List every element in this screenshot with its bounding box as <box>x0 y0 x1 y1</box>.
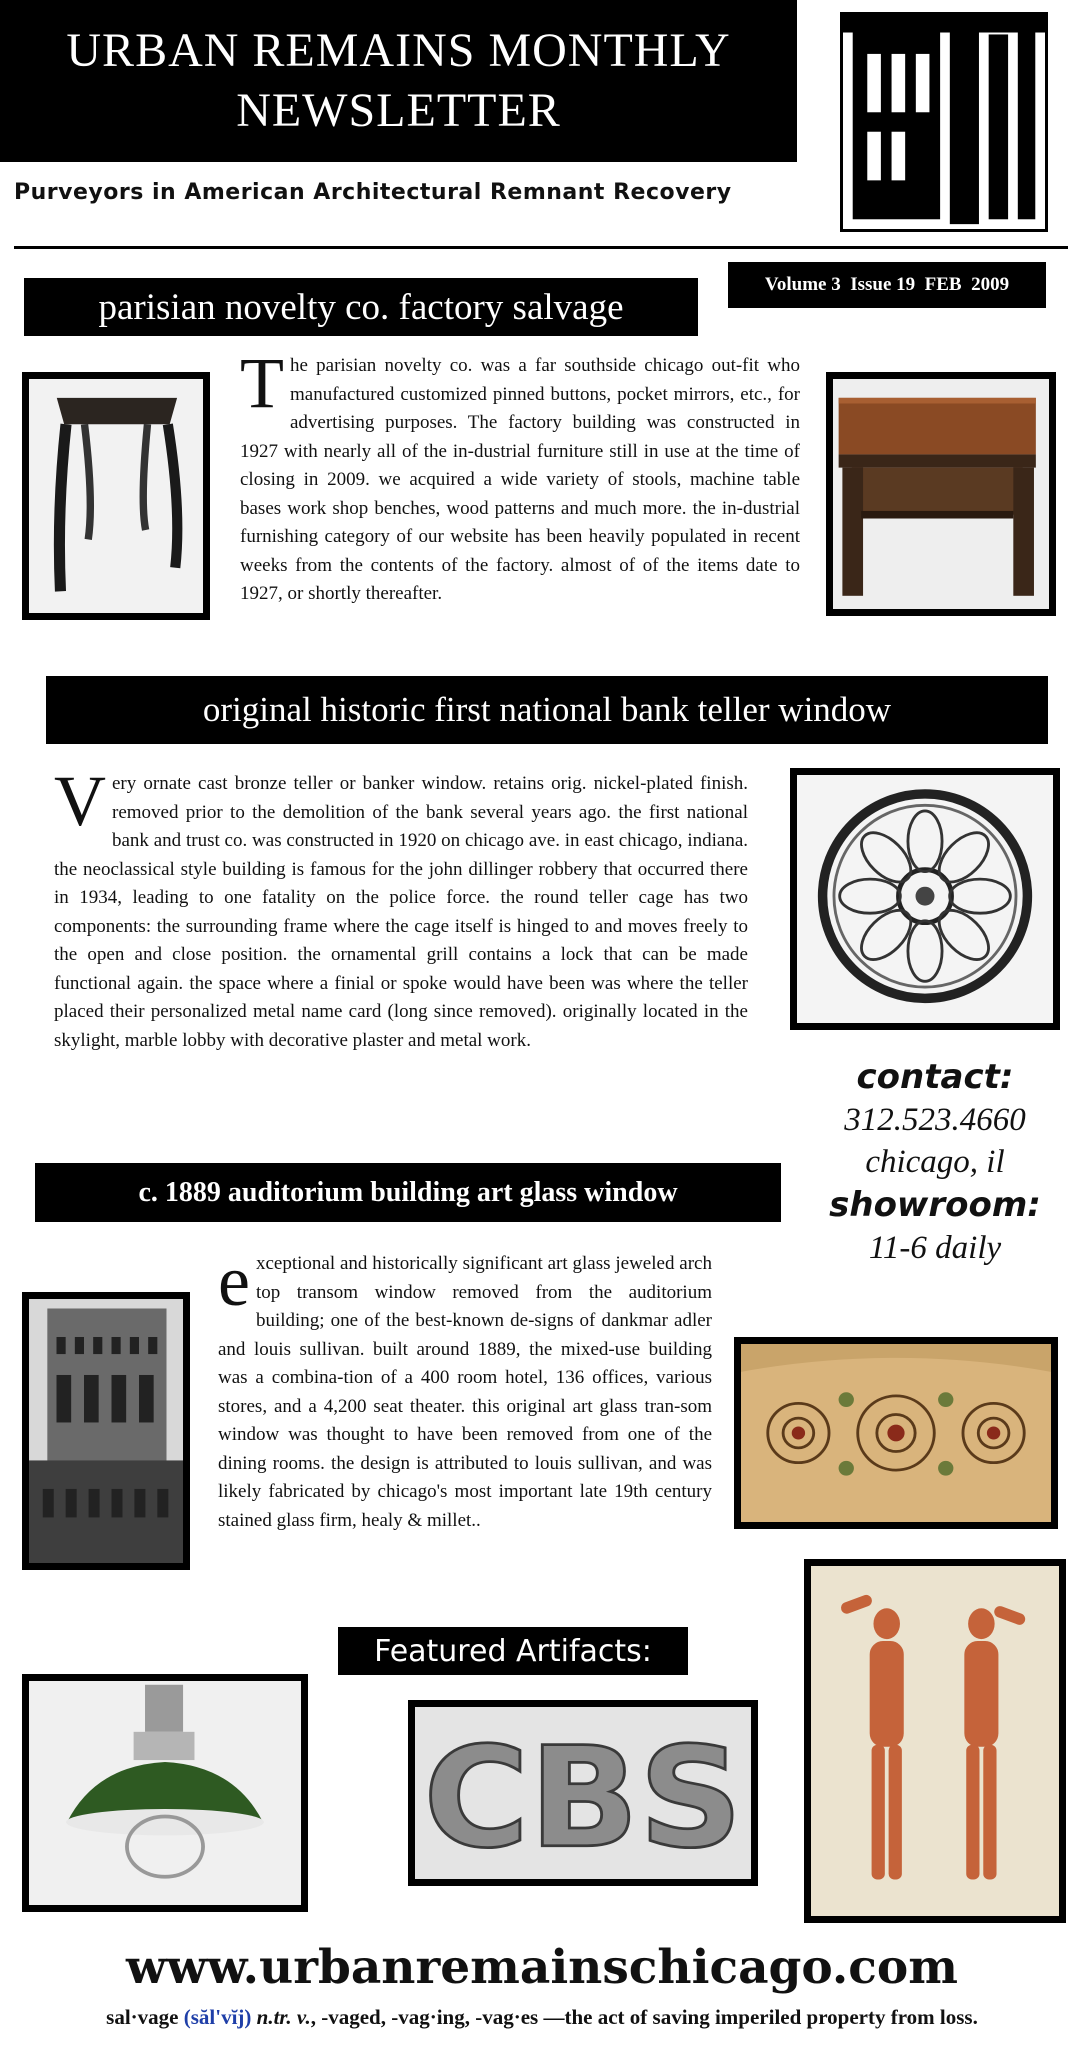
contact-label: contact: <box>856 1057 1014 1097</box>
article1-heading: parisian novelty co. factory salvage <box>24 278 698 336</box>
definition-part-of-speech: n.tr. v. <box>256 2005 311 2029</box>
article3-dropcap: e <box>218 1241 250 1321</box>
article2-heading: original historic first national bank teller window <box>46 676 1048 744</box>
salvage-definition <box>0 2005 1084 2030</box>
issue-label: Volume 3 Issue 19 FEB 2009 <box>728 262 1046 308</box>
website-url[interactable]: www.urbanremainschicago.com <box>126 1940 958 1995</box>
header-divider <box>14 246 1068 249</box>
cbs-letters-image <box>408 1700 758 1886</box>
article3-text: xceptional and historically significant art glass jeweled arch top transom window removed from the auditorium building; one of the best-known de-signs of dankmar adler and louis sullivan. built around 1889, the mixed-use building was a combina-tion of a 400 room hotel, 136 offices, various stores, and a 4,200 seat theater. this original art glass tran-som window was thought to have been removed from one of the dining rooms. the design is attributed to louis sullivan, and was likely fabricated by chicago's most important late 19th century stained glass firm, healy & millet.. <box>218 1253 712 1531</box>
article3-heading: c. 1889 auditorium building art glass window <box>35 1163 781 1222</box>
article1-text: he parisian novelty co. was a far southside chicago out-fit who manufactured customized pinned buttons, pocket mirrors, etc., for advertising purposes. The factory building was constructed in 1927 with nearly all of the in-dustrial furniture still in use at the time of closing in 2009. we acquired a wide variety of stools, machine table bases work shop benches, wood patterns and much more. the in-dustrial furnishing category of our website has been heavily populated in recent weeks from the contents of the factory. almost of of the items date to 1927, or shortly thereafter. <box>240 355 800 604</box>
teller-window-image <box>790 768 1060 1030</box>
building-logo-image <box>840 12 1048 232</box>
newsletter-title <box>0 0 797 162</box>
industrial-lamp-image <box>22 1674 308 1912</box>
tagline: Purveyors in American Architectural Remnant Recovery <box>14 180 732 205</box>
showroom-hours: 11-6 daily <box>868 1230 1002 1266</box>
contact-phone: 312.523.4660 <box>844 1102 1026 1138</box>
workbench-image <box>826 372 1056 616</box>
auditorium-building-image <box>22 1292 190 1570</box>
title-line-1: URBAN REMAINS MONTHLY <box>66 24 731 77</box>
article2-text: ery ornate cast bronze teller or banker window. retains orig. nickel-plated finish. removed prior to the demolition of the bank several years ago. the first national bank and trust co. was constructed in 1920 on chicago ave. in east chicago, indiana. the neoclassical style building is famous for the john dillinger robbery that occurred there in 1934, leading to one fatality on the police force. the round teller cage has two components: the surrounding frame where the cage itself is hinged to and moves freely to the open and close position. the ornamental grill contains a lock that can be made functional again. the space where a finial or spoke would have been was where the teller placed their personalized metal name card (long since removed). originally located in the skylight, marble lobby with decorative plaster and metal work. <box>54 773 748 1051</box>
article1-body <box>240 343 800 609</box>
title-line-2: NEWSLETTER <box>236 84 561 137</box>
contact-city: chicago, il <box>865 1144 1005 1180</box>
article2-body <box>54 761 748 1055</box>
showroom-label: showroom: <box>829 1185 1041 1225</box>
definition-pronunciation: (săl'vĭj) <box>183 2005 252 2029</box>
featured-heading: Featured Artifacts: <box>338 1627 688 1675</box>
article1-dropcap: T <box>240 343 284 423</box>
cbs-letters-text: CBS <box>423 1718 743 1879</box>
definition-rest: , -vaged, -vag·ing, -vag·es —the act of saving imperiled property from loss. <box>310 2005 978 2029</box>
definition-word: sal·vage <box>106 2005 179 2029</box>
art-glass-window-image <box>734 1337 1058 1529</box>
article2-dropcap: V <box>54 761 106 841</box>
article3-body <box>218 1241 712 1535</box>
anatomical-chart-image <box>804 1559 1066 1923</box>
contact-block <box>800 1055 1070 1269</box>
stool-image <box>22 372 210 620</box>
